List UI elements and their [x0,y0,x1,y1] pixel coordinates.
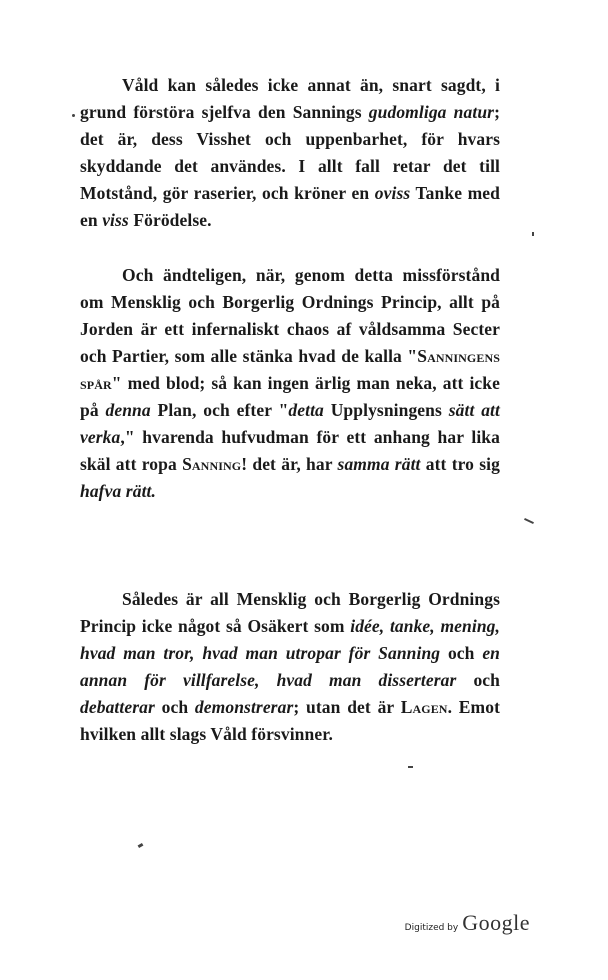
text-segment: ; utan det är [293,697,401,717]
text-segment: Plan, och efter " [150,400,289,420]
text-segment: Tanke med en [80,183,500,230]
scan-speck [72,114,75,117]
italic-text: sätt att verka [80,400,500,447]
text-segment: ," hvarenda hufvudman för ett anhang har lika skäl att ropa [80,427,500,474]
watermark-prefix: Digitized by [404,923,459,933]
text-segment: . Emot hvilken allt slags Våld försvinner. [80,697,501,744]
text-segment: Således är all Mensklig och Borgerlig Ordnings Princip icke något så Osäkert som [80,589,500,636]
paragraph-3 [80,586,500,748]
italic-text: detta [288,400,324,420]
italic-text: en annan för villfarelse, hvad man disserterar [80,643,501,690]
italic-text: oviss [374,183,411,203]
text-segment: och [154,697,195,717]
watermark-brand: Google [462,910,530,935]
text-segment: " med blod; så kan ingen ärlig man neka, att icke på [80,373,500,420]
digitized-by-google-watermark [405,910,530,936]
small-caps-text: Lagen [400,697,448,717]
scan-speck [408,766,413,768]
italic-text: hafva rätt. [80,481,156,501]
scan-speck [532,232,534,236]
text-segment: ! det är, har [241,454,338,474]
paragraph-2 [80,262,500,505]
italic-text: denna [105,400,151,420]
scan-speck [138,843,144,848]
small-caps-text: Sanningens spår [80,346,500,393]
italic-text: viss [102,210,129,230]
text-segment: och [440,643,483,663]
text-segment: Våld kan således icke annat än, snart sagdt, i grund förstöra sjelfva den Sannings [80,75,500,122]
text-segment: Och ändteligen, när, genom detta missförstånd om Mensklig och Borgerlig Ordnings Princip, allt på Jorden är ett infernaliskt chaos af våldsamma Secter och Partier, som alle stänka hvad de kalla " [80,265,500,366]
italic-text: debatterar [80,697,155,717]
italic-text: samma rätt [337,454,421,474]
italic-text: idée, tanke, mening, hvad man tror, hvad man utropar för Sanning [80,616,500,663]
paragraph-1 [80,72,500,234]
italic-text: demonstrerar [194,697,294,717]
text-segment: och [456,670,500,690]
text-segment: Förödelse. [128,210,212,230]
text-segment: ; det är, dess Visshet och uppenbarhet, för hvars skyddande det användes. I allt fall retar det till Motstånd, gör raserier, och kröner en [80,102,500,203]
scan-speck [524,518,534,524]
text-segment: att tro sig [420,454,500,474]
small-caps-text: Sanning [182,454,242,474]
italic-text: gudomliga natur [368,102,495,122]
text-segment: Upplysningens [323,400,449,420]
